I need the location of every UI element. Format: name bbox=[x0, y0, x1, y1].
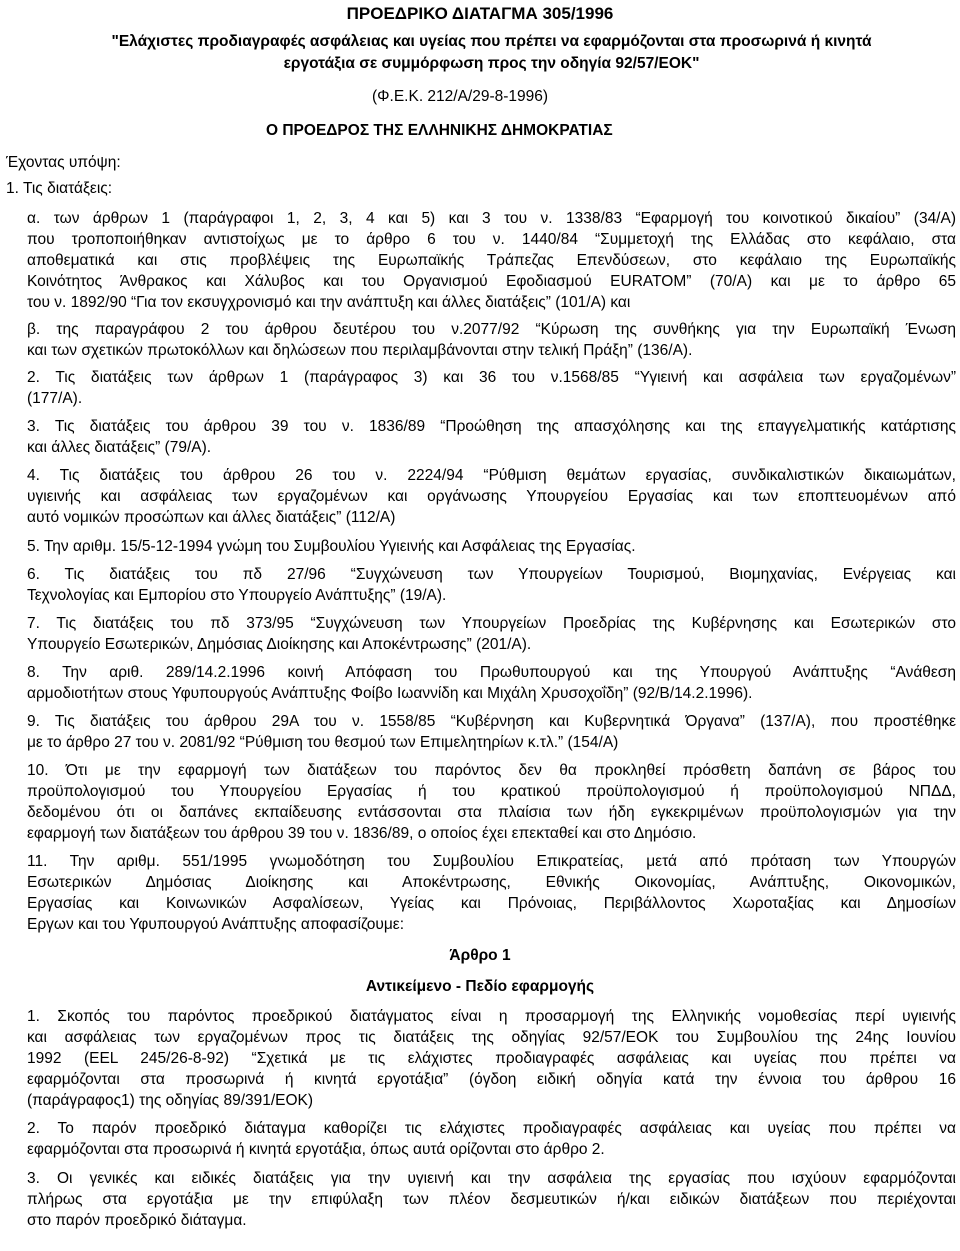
body-line: προϋπολογισμού του Υπουργείου Εργασίας ή του κρατικού προϋπολογισμού ή προϋπολογισμού ΝΠΔΔ, bbox=[27, 783, 956, 800]
body-line: 7. Τις διατάξεις του πδ 373/95 “Συγχώνευση των Υπουργείων Προεδρίας της Κυβέρνησης και Εσωτερικών στο bbox=[27, 615, 956, 632]
body-line: β. της παραγράφου 2 του άρθρου δευτέρου του ν.2077/92 “Κύρωση της συνθήκης για την Ευρωπαϊκή Ένωση bbox=[27, 321, 956, 338]
body-line: Εργων και του Υφυπουργού Ανάπτυξης αποφασίζουμε: bbox=[27, 916, 405, 933]
article-line: εφαρμόζονται στα προσωρινά ή κινητά εργοτάξια, όπως αυτά ορίζονται στο άρθρο 2. bbox=[27, 1141, 605, 1158]
body-line: εφαρμογή των διατάξεων του άρθρου 39 του ν. 1836/89, ο οποίος έχει επεκταθεί και στο Δημόσιο. bbox=[27, 825, 697, 842]
body-line: α. των άρθρων 1 (παράγραφοι 1, 2, 3, 4 και 5) και 3 του ν. 1338/83 “Εφαρμογή του κοινοτικού δικαίου” (34/Α) bbox=[27, 210, 956, 227]
subtitle-line-2: εργοτάξια σε συμμόρφωση προς την οδηγία 92/57/ΕΟΚ" bbox=[283, 55, 700, 72]
body-line: δεδομένου ότι οι δαπάνες εκπαίδευσης εντάσσονται στα πλαίσια των ήδη εγκεκριμένων προϋπολογισμών για την bbox=[27, 804, 956, 821]
body-line: 8. Την αριθ. 289/14.2.1996 κοινή Απόφαση του Πρωθυπουργού και της Υπουργού Ανάπτυξης “Ανάθεση bbox=[27, 664, 956, 681]
considering-label: Έχοντας υπόψη: bbox=[6, 154, 121, 171]
gazette-reference: (Φ.Ε.Κ. 212/Α/29-8-1996) bbox=[372, 88, 549, 105]
body-line: αυτό νομικών προσώπων και άλλες διατάξεις” (112/Α) bbox=[27, 509, 396, 526]
body-line: Εργασίας και Κοινωνικών Ασφαλίσεων, Υγείας και Πρόνοιας, Περιβάλλοντος Χωροταξίας και Δημοσίων bbox=[27, 895, 956, 912]
body-line: 5. Την αριθμ. 15/5-12-1994 γνώμη του Συμβουλίου Υγιεινής και Ασφάλειας της Εργασίας. bbox=[27, 538, 636, 555]
article-line: στο παρόν προεδρικό διάταγμα. bbox=[27, 1212, 247, 1229]
body-line: 3. Τις διατάξεις του άρθρου 39 του ν. 1836/89 “Προώθηση της απασχόλησης και της επαγγελματικής κατάρτισης bbox=[27, 418, 956, 435]
body-line: με το άρθρο 27 του ν. 2081/92 “Ρύθμιση του θεσμού των Επιμελητηρίων κ.τλ.” (154/Α) bbox=[27, 734, 619, 751]
body-line: 6. Τις διατάξεις του πδ 27/96 “Συγχώνευση των Υπουργείων Τουρισμού, Βιομηχανίας, Ενέργειας και bbox=[27, 566, 956, 583]
body-line: Υπουργείο Εσωτερικών, Δημόσιας Διοίκησης και Αποκέντρωσης” (201/Α). bbox=[27, 636, 532, 653]
article-line: εφαρμόζονται στα προσωρινά ή κινητά εργοτάξια” (όγδοη ειδική οδηγία κατά την έννοια του άρθρου 16 bbox=[27, 1071, 956, 1088]
body-line: αποθεματικά και στις προβλέψεις της Ευρωπαϊκής Τράπεζας Επενδύσεων, στο κεφάλαιο της Ευρωπαϊκής bbox=[27, 252, 956, 269]
article-line: 1992 (EEL 245/26-8-92) “Σχετικά με τις ελάχιστες προδιαγραφές ασφάλειας και υγείας που πρέπει να bbox=[27, 1050, 956, 1067]
article-title: Άρθρο 1 bbox=[449, 947, 511, 964]
subtitle-line-1: "Ελάχιστες προδιαγραφές ασφάλειας και υγείας που πρέπει να εφαρμόζονται στα προσωρινά ή κινητά bbox=[111, 33, 872, 50]
body-line: αρμοδιοτήτων στους Υφυπουργούς Ανάπτυξης Φοίβο Ιωαννίδη και Μιχάλη Χρυσοχοΐδη” (92/Β/14.2.1996). bbox=[27, 685, 753, 702]
body-line: υγιεινής και ασφάλειας των εργαζομένων και οργάνωσης Υπουργείου Εργασίας και των εποπτευομένων από bbox=[27, 488, 956, 505]
body-line: Εσωτερικών Δημόσιας Διοίκησης και Αποκέντρωσης, Εθνικής Οικονομίας, Ανάπτυξης, Οικονομικών, bbox=[27, 874, 956, 891]
president-heading: Ο ΠΡΟΕΔΡΟΣ ΤΗΣ ΕΛΛΗΝΙΚΗΣ ΔΗΜΟΚΡΑΤΙΑΣ bbox=[266, 122, 613, 139]
article-line: και ασφάλειας των εργαζομένων προς τις διατάξεις της οδηγίας 92/57/ΕΟΚ του Συμβουλίου της 24ης Ιουνίου bbox=[27, 1029, 956, 1046]
article-line: (παράγραφος1) της οδηγίας 89/391/ΕΟΚ) bbox=[27, 1092, 314, 1109]
body-line: 9. Τις διατάξεις του άρθρου 29Α του ν. 1558/85 “Κυβέρνηση και Κυβερνητικά Όργανα” (137/Α), που προστέθηκε bbox=[27, 713, 956, 730]
body-line: 11. Την αριθμ. 551/1995 γνωμοδότηση του Συμβουλίου Επικρατείας, μετά από πρόταση των Υπουργών bbox=[27, 853, 956, 870]
article-line: 2. Το παρόν προεδρικό διάταγμα καθορίζει τις ελάχιστες προδιαγραφές ασφάλειας και υγείας που πρέπει να bbox=[27, 1120, 956, 1137]
body-line: και των σχετικών πρωτοκόλλων και δηλώσεων που περιλαμβάνονται στην τελική Πράξη” (136/Α). bbox=[27, 342, 693, 359]
body-line: (177/Α). bbox=[27, 390, 83, 407]
article-subtitle: Αντικείμενο - Πεδίο εφαρμογής bbox=[365, 978, 595, 995]
body-line: Τεχνολογίας και Εμπορίου στο Υπουργείο Ανάπτυξης” (19/Α). bbox=[27, 587, 447, 604]
body-line: και άλλες διατάξεις” (79/Α). bbox=[27, 439, 212, 456]
provisions-label: 1. Τις διατάξεις: bbox=[6, 180, 113, 197]
article-line: 3. Οι γενικές και ειδικές διατάξεις για την υγιεινή και την ασφάλεια της εργασίας που ισχύουν εφαρμόζονται bbox=[27, 1170, 956, 1187]
body-line: του ν. 1892/90 “Για τον εκσυγχρονισμό και την ανάπτυξη και άλλες διατάξεις” (101/Α) και bbox=[27, 294, 631, 311]
document-title: ΠΡΟΕΔΡΙΚΟ ΔΙΑΤΑΓΜΑ 305/1996 bbox=[346, 4, 614, 23]
article-line: 1. Σκοπός του παρόντος προεδρικού διατάγματος είναι η προσαρμογή της Ελληνικής νομοθεσίας περί υγιεινής bbox=[27, 1008, 956, 1025]
body-line: Κοινότητος Άνθρακος και Χάλυβος και του Οργανισμού Εφοδιασμού EURATOM” (70/Α) και με το άρθρο 65 bbox=[27, 273, 956, 290]
article-line: πλήρως στα εργοτάξια με την επιφύλαξη των πλέον δεσμευτικών ή/και ειδικών διατάξεων που περιέχονται bbox=[27, 1191, 956, 1208]
body-line: 4. Τις διατάξεις του άρθρου 26 του ν. 2224/94 “Ρύθμιση θεμάτων εργασίας, συνδικαλιστικών δικαιωμάτων, bbox=[27, 467, 956, 484]
body-line: 10. Ότι με την εφαρμογή των διατάξεων του παρόντος δεν θα προκληθεί πρόσθετη δαπάνη σε βάρος του bbox=[27, 762, 956, 779]
body-line: 2. Τις διατάξεις των άρθρων 1 (παράγραφος 3) και 36 του ν.1568/85 “Υγιεινή και ασφάλεια των εργαζομένων” bbox=[27, 369, 956, 386]
body-line: που τροποποιήθηκαν αντιστοίχως με το άρθρο 6 του ν. 1440/84 “Συμμετοχή της Ελλάδας στο κεφάλαιο, στα bbox=[27, 231, 956, 248]
